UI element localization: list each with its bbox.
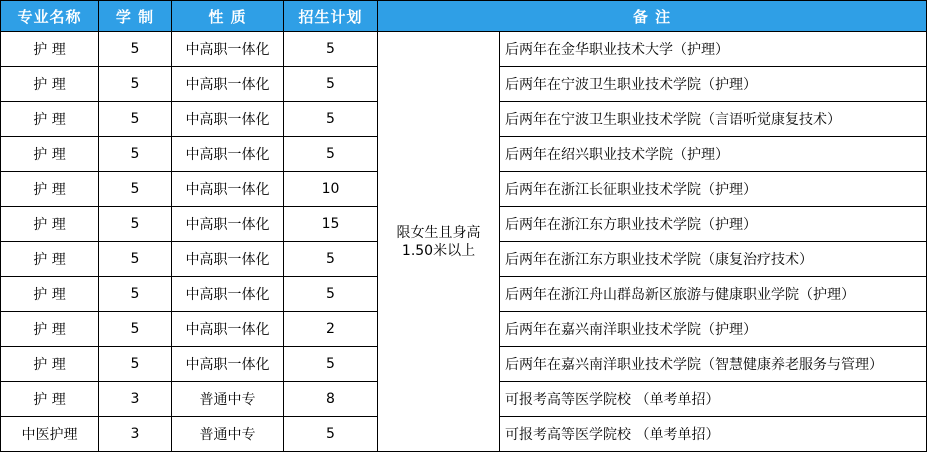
cell-major: 护 理: [1, 172, 99, 207]
cell-plan: 10: [284, 172, 378, 207]
cell-nature: 中高职一体化: [172, 242, 284, 277]
cell-note: 后两年在金华职业技术大学（护理）: [500, 32, 927, 67]
cell-nature: 中高职一体化: [172, 67, 284, 102]
cell-years: 5: [99, 207, 172, 242]
cell-years: 5: [99, 277, 172, 312]
cell-nature: 中高职一体化: [172, 172, 284, 207]
cell-plan: 5: [284, 32, 378, 67]
cell-plan: 5: [284, 137, 378, 172]
cell-plan: 5: [284, 417, 378, 452]
cell-years: 5: [99, 32, 172, 67]
cell-major: 护 理: [1, 102, 99, 137]
cell-note: 后两年在宁波卫生职业技术学院（护理）: [500, 67, 927, 102]
cell-remark: 限女生且身高1.50米以上: [378, 32, 500, 452]
cell-major: 护 理: [1, 312, 99, 347]
cell-plan: 2: [284, 312, 378, 347]
cell-note: 后两年在浙江舟山群岛新区旅游与健康职业学院（护理）: [500, 277, 927, 312]
cell-plan: 8: [284, 382, 378, 417]
cell-years: 5: [99, 347, 172, 382]
cell-major: 护 理: [1, 32, 99, 67]
table-header: [1, 1, 927, 32]
cell-years: 5: [99, 242, 172, 277]
cell-nature: 普通中专: [172, 382, 284, 417]
cell-note: 后两年在浙江东方职业技术学院（护理）: [500, 207, 927, 242]
cell-note: 后两年在嘉兴南洋职业技术学院（智慧健康养老服务与管理）: [500, 347, 927, 382]
cell-nature: 中高职一体化: [172, 102, 284, 137]
header-row: [1, 1, 927, 32]
cell-years: 5: [99, 312, 172, 347]
header-nature: 性 质: [172, 1, 284, 32]
header-years: 学 制: [99, 1, 172, 32]
cell-major: 护 理: [1, 242, 99, 277]
cell-note: 后两年在绍兴职业技术学院（护理）: [500, 137, 927, 172]
header-plan: 招生计划: [284, 1, 378, 32]
cell-note: 可报考高等医学院校 （单考单招）: [500, 382, 927, 417]
cell-nature: 中高职一体化: [172, 137, 284, 172]
cell-nature: 普通中专: [172, 417, 284, 452]
cell-nature: 中高职一体化: [172, 347, 284, 382]
cell-note: 后两年在宁波卫生职业技术学院（言语听觉康复技术）: [500, 102, 927, 137]
cell-nature: 中高职一体化: [172, 207, 284, 242]
cell-major: 护 理: [1, 277, 99, 312]
table-body: [1, 32, 927, 452]
cell-note: 后两年在嘉兴南洋职业技术学院（护理）: [500, 312, 927, 347]
cell-years: 3: [99, 382, 172, 417]
header-major: 专业名称: [1, 1, 99, 32]
table-row: [1, 32, 927, 67]
cell-note: 后两年在浙江东方职业技术学院（康复治疗技术）: [500, 242, 927, 277]
cell-major: 护 理: [1, 382, 99, 417]
cell-plan: 15: [284, 207, 378, 242]
cell-major: 护 理: [1, 137, 99, 172]
cell-note: 可报考高等医学院校 （单考单招）: [500, 417, 927, 452]
cell-years: 5: [99, 172, 172, 207]
cell-major: 护 理: [1, 207, 99, 242]
cell-plan: 5: [284, 242, 378, 277]
cell-plan: 5: [284, 277, 378, 312]
cell-nature: 中高职一体化: [172, 277, 284, 312]
cell-major: 中医护理: [1, 417, 99, 452]
cell-major: 护 理: [1, 67, 99, 102]
cell-years: 5: [99, 102, 172, 137]
cell-nature: 中高职一体化: [172, 32, 284, 67]
header-notes: 备 注: [378, 1, 927, 32]
cell-plan: 5: [284, 67, 378, 102]
cell-years: 3: [99, 417, 172, 452]
cell-plan: 5: [284, 347, 378, 382]
cell-plan: 5: [284, 102, 378, 137]
cell-years: 5: [99, 67, 172, 102]
cell-major: 护 理: [1, 347, 99, 382]
cell-years: 5: [99, 137, 172, 172]
cell-nature: 中高职一体化: [172, 312, 284, 347]
cell-note: 后两年在浙江长征职业技术学院（护理）: [500, 172, 927, 207]
